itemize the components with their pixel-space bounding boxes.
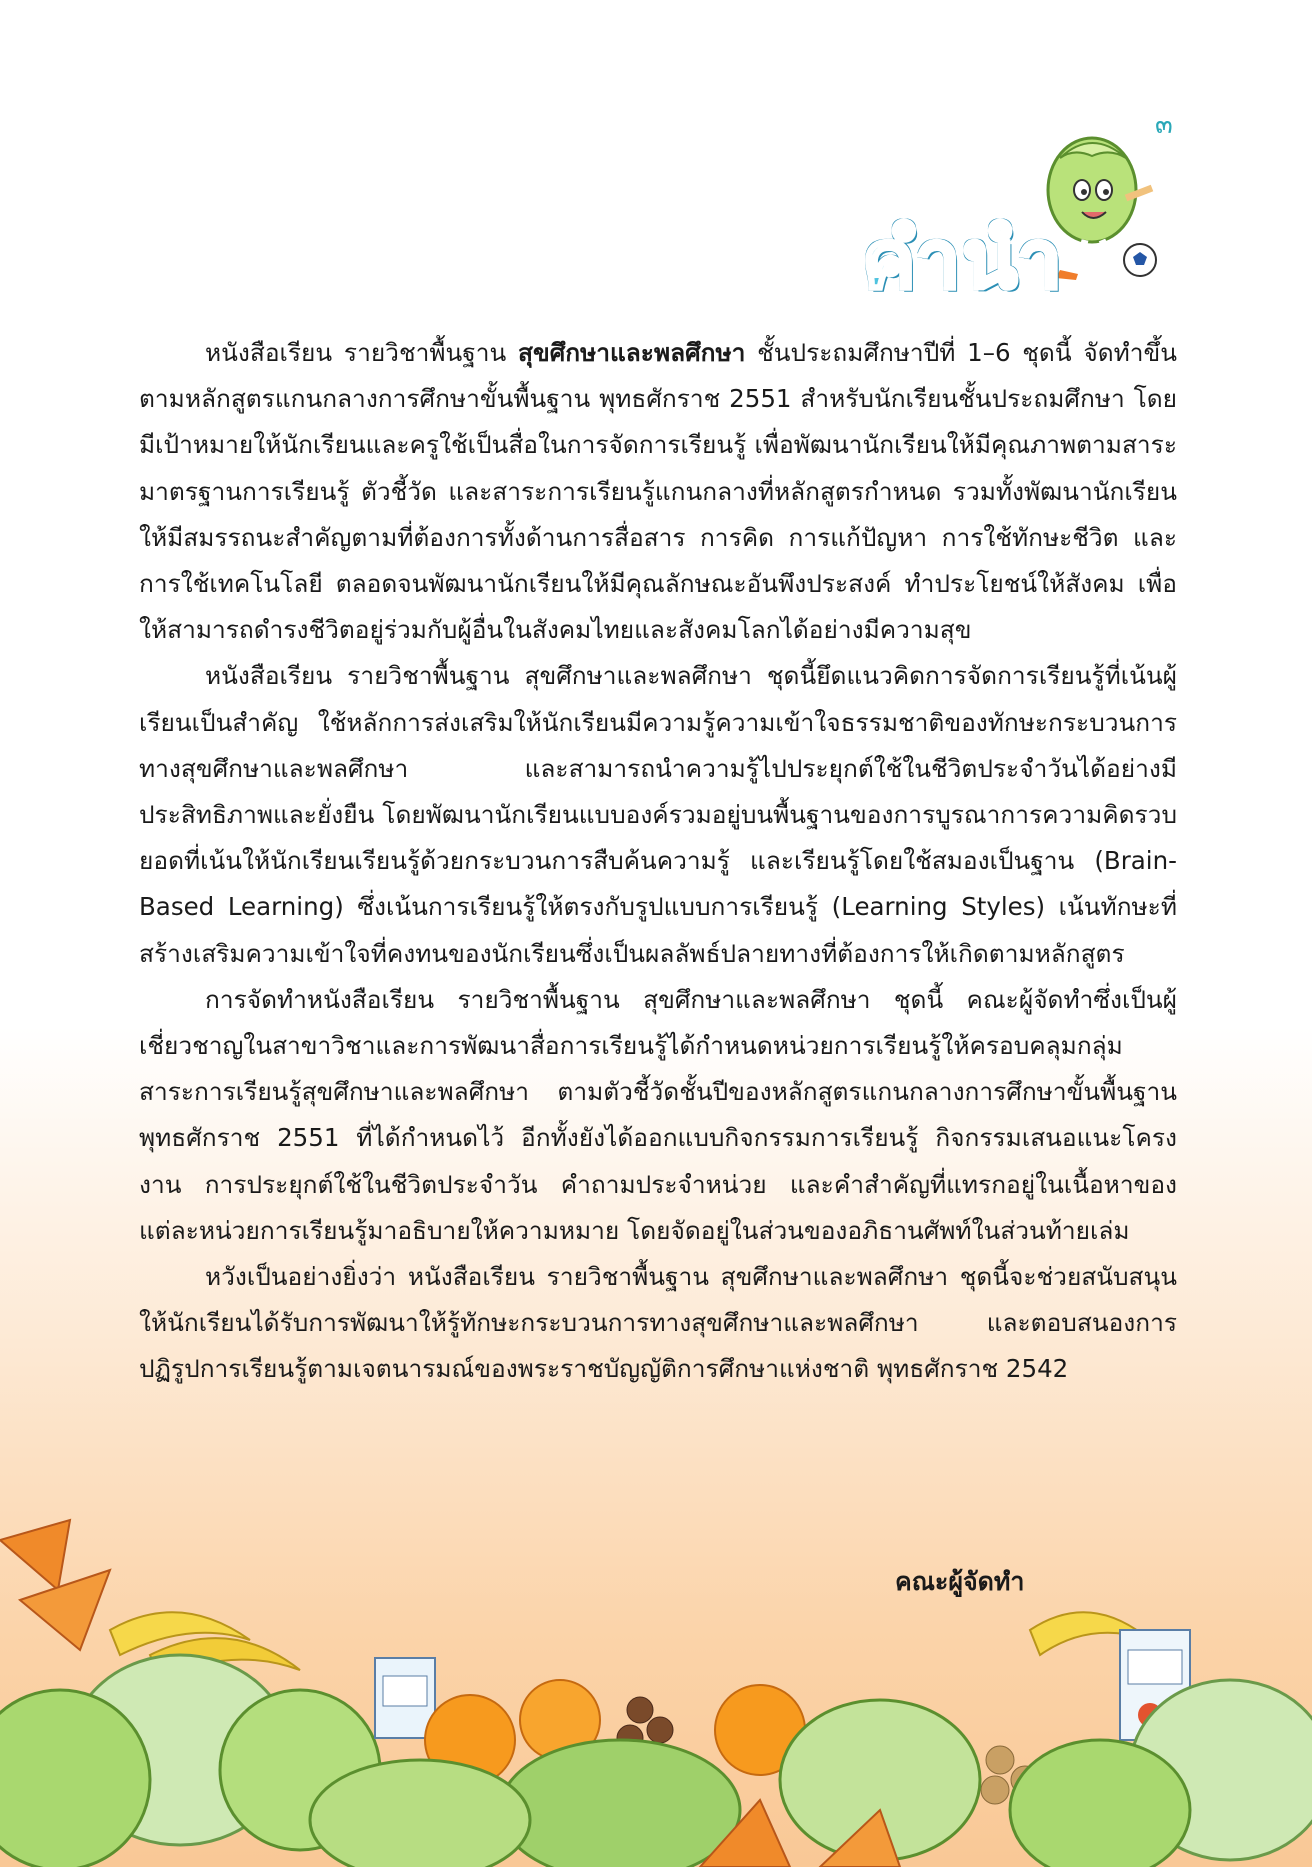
signature: คณะผู้จัดทำ <box>895 1567 1025 1596</box>
foreword-body <box>139 330 1177 1393</box>
paragraph-1-intro: หนังสือเรียน รายวิชาพื้นฐาน <box>205 338 518 367</box>
page-title: คำนำ <box>862 213 1065 306</box>
paragraph-1-subject: สุขศึกษาและพลศึกษา <box>518 338 746 367</box>
paragraph-3: การจัดทำหนังสือเรียน รายวิชาพื้นฐาน สุขศึกษาและพลศึกษา ชุดนี้ คณะผู้จัดทำซึ่งเป็นผู้เชี่ยวชาญในสาขาวิชาและการพัฒนาสื่อการเรียนรู้ได้กำหนดหน่วยการเรียนรู้ให้ครอบคลุมกลุ่มสาระการเรียนรู้สุขศึกษาและพลศึกษา ตามตัวชี้วัดชั้นปีของหลักสูตรแกนกลางการศึกษาขั้นพื้นฐาน พุทธศักราช 2551 ที่ได้กำหนดไว้ อีกทั้งยังได้ออกแบบกิจกรรมการเรียนรู้ กิจกรรมเสนอแนะโครงงาน การประยุกต์ใช้ในชีวิตประจำวัน คำถามประจำหน่วย และคำสำคัญที่แทรกอยู่ในเนื้อหาของแต่ละหน่วยการเรียนรู้มาอธิบายให้ความหมาย โดยจัดอยู่ในส่วนของอภิธานศัพท์ในส่วนท้ายเล่ม <box>139 984 1177 1245</box>
paragraph-1 <box>139 330 1177 653</box>
paragraph-1-rest: ชั้นประถมศึกษาปีที่ 1–6 ชุดนี้ จัดทำขึ้นตามหลักสูตรแกนกลางการศึกษาขั้นพื้นฐาน พุทธศักราช 2551 สำหรับนักเรียนชั้นประถมศึกษา โดยมีเป้าหมายให้นักเรียนและครูใช้เป็นสื่อในการจัดการเรียนรู้ เพื่อพัฒนานักเรียนให้มีคุณภาพตามสาระ มาตรฐานการเรียนรู้ ตัวชี้วัด และสาระการเรียนรู้แกนกลางที่หลักสูตรกำหนด รวมทั้งพัฒนานักเรียนให้มีสมรรถนะสำคัญตามที่ต้องการทั้งด้านการสื่อสาร การคิด การแก้ปัญหา การใช้ทักษะชีวิต และการใช้เทคโนโลยี ตลอดจนพัฒนานักเรียนให้มีคุณลักษณะอันพึงประสงค์ ทำประโยชน์ให้สังคม เพื่อให้สามารถดำรงชีวิตอยู่ร่วมกับผู้อื่นในสังคมไทยและสังคมโลกได้อย่างมีความสุข <box>139 338 1178 645</box>
paragraph-2: หนังสือเรียน รายวิชาพื้นฐาน สุขศึกษาและพลศึกษา ชุดนี้ยึดแนวคิดการจัดการเรียนรู้ที่เน้นผู้เรียนเป็นสำคัญ ใช้หลักการส่งเสริมให้นักเรียนมีความรู้ความเข้าใจธรรมชาติของทักษะกระบวนการทางสุขศึกษาและพลศึกษา และสามารถนำความรู้ไปประยุกต์ใช้ในชีวิตประจำวันได้อย่างมีประสิทธิภาพและยั่งยืน โดยพัฒนานักเรียนแบบองค์รวมอยู่บนพื้นฐานของการบูรณาการความคิดรวบยอดที่เน้นให้นักเรียนเรียนรู้ด้วยกระบวนการสืบค้นความรู้ และเรียนรู้โดยใช้สมองเป็นฐาน (Brain-Based Learning) ซึ่งเน้นการเรียนรู้ให้ตรงกับรูปแบบการเรียนรู้ (Learning Styles) เน้นทักษะที่สร้างเสริมความเข้าใจที่คงทนของนักเรียนซึ่งเป็นผลลัพธ์ปลายทางที่ต้องการให้เกิดตามหลักสูตร <box>139 661 1177 968</box>
paragraph-4: หวังเป็นอย่างยิ่งว่า หนังสือเรียน รายวิชาพื้นฐาน สุขศึกษาและพลศึกษา ชุดนี้จะช่วยสนับสนุนให้นักเรียนได้รับการพัฒนาให้รู้ทักษะกระบวนการทางสุขศึกษาและพลศึกษา และตอบสนองการปฏิรูปการเรียนรู้ตามเจตนารมณ์ของพระราชบัญญัติการศึกษาแห่งชาติ พุทธศักราช 2542 <box>139 1262 1177 1384</box>
fruits-and-vegetables-border-icon <box>0 1480 1312 1867</box>
page-number: ๓ <box>1155 110 1173 140</box>
